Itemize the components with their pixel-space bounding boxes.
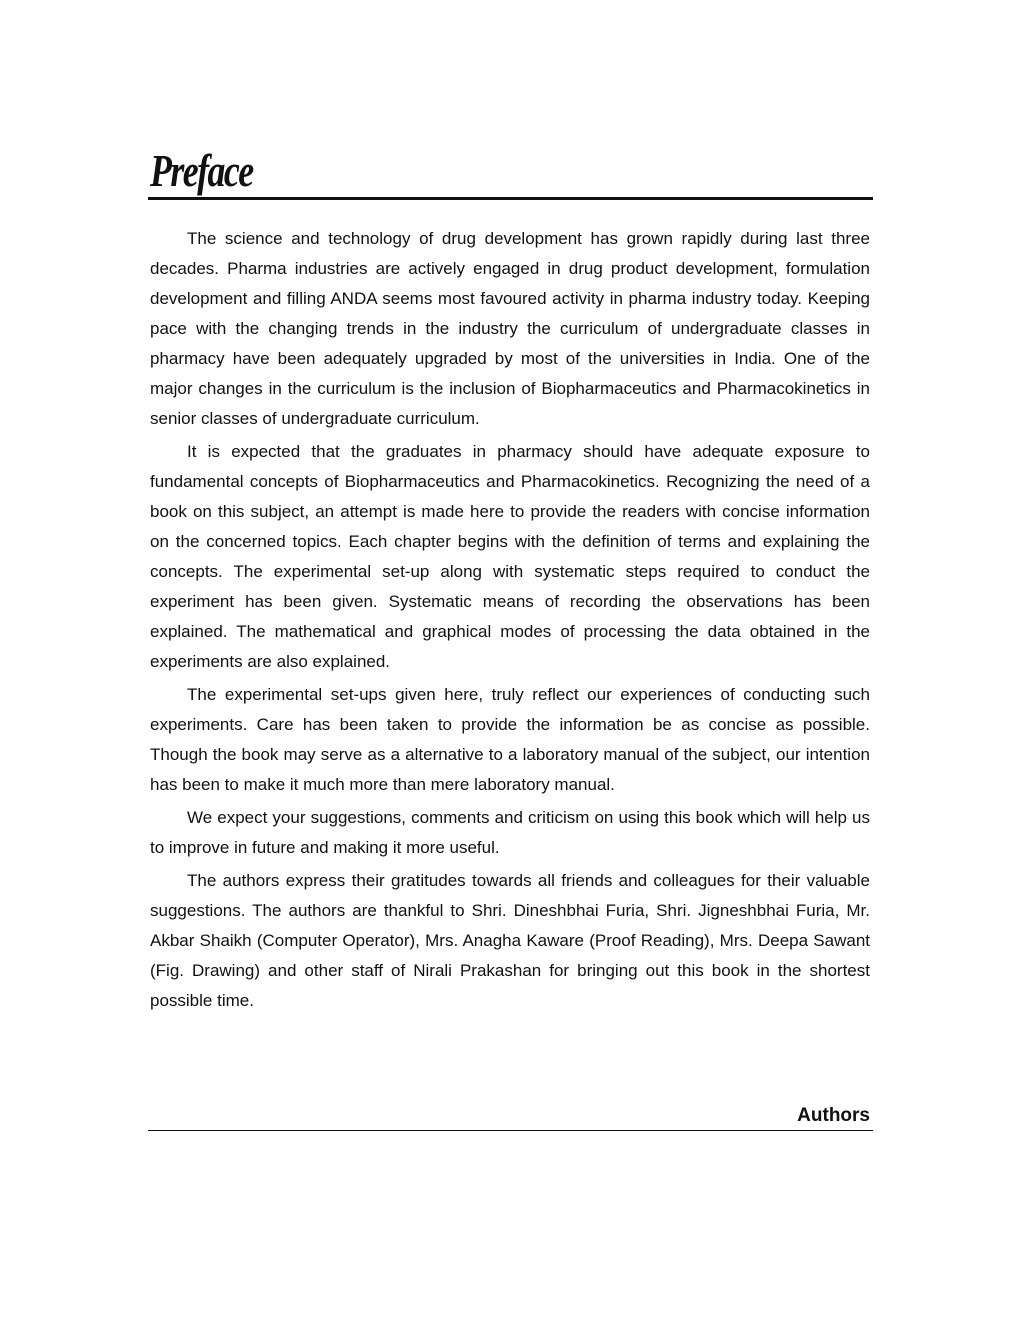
paragraph: It is expected that the graduates in pharmacy should have adequate exposure to fundamental concepts of Biopharmaceutics and Pharmacokinetics. Recognizing the need of a book on this subject, an attempt is made here to provide the readers with concise information on the concerned topics. Each chapter begins with the definition of terms and explaining the concepts. The experimental set-up along with systematic steps required to conduct the experiment has been given. Systematic means of recording the observations has been explained. The mathematical and graphical modes of processing the data obtained in the experiments are also explained. xyxy=(150,442,870,671)
paragraph: We expect your suggestions, comments and criticism on using this book which will help us to improve in future and making it more useful. xyxy=(150,808,870,857)
bottom-rule xyxy=(148,1130,873,1131)
paragraph: The authors express their gratitudes towards all friends and colleagues for their valuable suggestions. The authors are thankful to Shri. Dineshbhai Furia, Shri. Jigneshbhai Furia, Mr. Akbar Shaikh (Computer Operator), Mrs. Anagha Kaware (Proof Reading), Mrs. Deepa Sawant (Fig. Drawing) and other staff of Nirali Prakashan for bringing out this book in the shortest possible time. xyxy=(150,871,870,1010)
signature: Authors xyxy=(797,1105,870,1126)
page-title: Preface xyxy=(150,145,253,196)
paragraph: The science and technology of drug development has grown rapidly during last three decades. Pharma industries are actively engaged in drug product development, formulation development and filling ANDA seems most favoured activity in pharma industry today. Keeping pace with the changing trends in the industry the curriculum of undergraduate classes in pharmacy have been adequately upgraded by most of the universities in India. One of the major changes in the curriculum is the inclusion of Biopharmaceutics and Pharmacokinetics in senior classes of undergraduate curriculum. xyxy=(150,229,870,428)
preface-body xyxy=(150,224,870,1019)
paragraph: The experimental set-ups given here, truly reflect our experiences of conducting such experiments. Care has been taken to provide the information be as concise as possible. Though the book may serve as a alternative to a laboratory manual of the subject, our intention has been to make it much more than mere laboratory manual. xyxy=(150,685,870,794)
title-rule xyxy=(148,197,873,200)
